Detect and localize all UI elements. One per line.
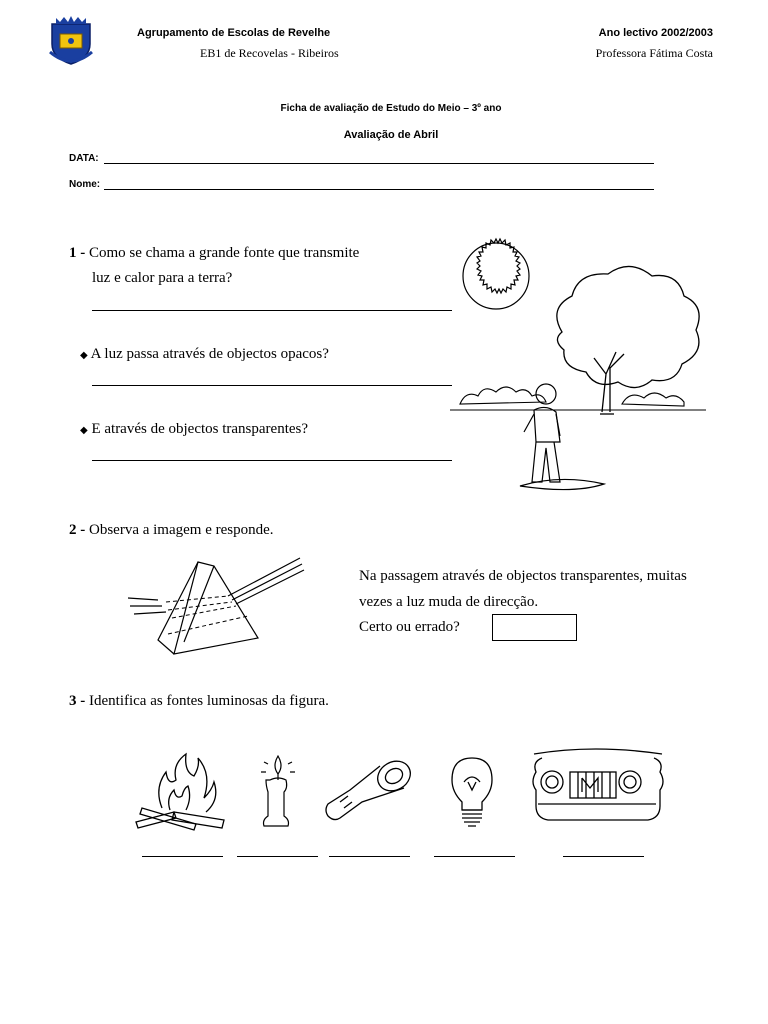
worksheet-title: Ficha de avaliação de Estudo do Meio – 3º ano (280, 103, 502, 114)
flashlight-icon (322, 756, 416, 828)
boy-icon (520, 384, 604, 490)
answer-line-1b[interactable] (92, 460, 452, 461)
answer-line-car-headlights[interactable] (563, 856, 644, 857)
light-bulb-icon (442, 754, 500, 830)
question-1a-text: A luz passa através de objectos opacos? (90, 346, 329, 362)
worksheet-subtitle: Avaliação de Abril (343, 129, 439, 141)
school-group-name: Agrupamento de Escolas de Revelhe (137, 27, 331, 39)
answer-line-light-bulb[interactable] (434, 856, 515, 857)
answer-line-1a[interactable] (92, 385, 452, 386)
answer-line-1[interactable] (92, 310, 452, 311)
school-name: EB1 de Recovelas - Ribeiros (200, 46, 339, 60)
question-1a (80, 346, 329, 363)
name-field[interactable] (104, 189, 654, 190)
question-3-text: Identifica as fontes luminosas da figura. (89, 693, 329, 709)
teacher-name: Professora Fátima Costa (595, 46, 713, 60)
question-1-text-line2: luz e calor para a terra? (92, 270, 233, 286)
candle-icon (258, 752, 300, 830)
question-1b-text: E através de objectos transparentes? (91, 421, 309, 437)
date-label: DATA: (69, 153, 99, 164)
bonfire-icon (134, 752, 230, 832)
name-label: Nome: (69, 179, 101, 190)
question-2 (69, 522, 274, 539)
sun-icon (463, 239, 529, 309)
prism-illustration (128, 556, 308, 658)
diamond-bullet-icon: ◆ (80, 425, 88, 436)
question-2-statement-line1: Na passagem através de objectos transparentes, muitas (359, 568, 687, 584)
date-field[interactable] (104, 163, 654, 164)
tree-icon (557, 266, 699, 414)
question-1-number: 1 - (69, 245, 86, 261)
question-3 (69, 693, 329, 710)
answer-line-candle[interactable] (237, 856, 318, 857)
question-2-text: Observa a imagem e responde. (89, 522, 274, 538)
school-year: Ano lectivo 2002/2003 (598, 27, 713, 39)
car-headlights-icon (530, 746, 666, 832)
sun-tree-boy-illustration (450, 234, 706, 496)
answer-line-flashlight[interactable] (329, 856, 410, 857)
question-2-statement-line2: vezes a luz muda de direcção. (359, 594, 539, 610)
question-2-statement-line3: Certo ou errado? (359, 619, 460, 635)
question-1-text-line1: Como se chama a grande fonte que transmite (89, 245, 360, 261)
question-1 (69, 245, 359, 262)
answer-line-bonfire[interactable] (142, 856, 223, 857)
question-2-number: 2 - (69, 522, 86, 538)
true-false-answer-box[interactable] (492, 614, 577, 641)
school-logo (46, 14, 96, 66)
question-3-number: 3 - (69, 693, 86, 709)
bushes-icon (450, 387, 706, 410)
diamond-bullet-icon: ◆ (80, 350, 88, 361)
question-1b (80, 421, 308, 438)
